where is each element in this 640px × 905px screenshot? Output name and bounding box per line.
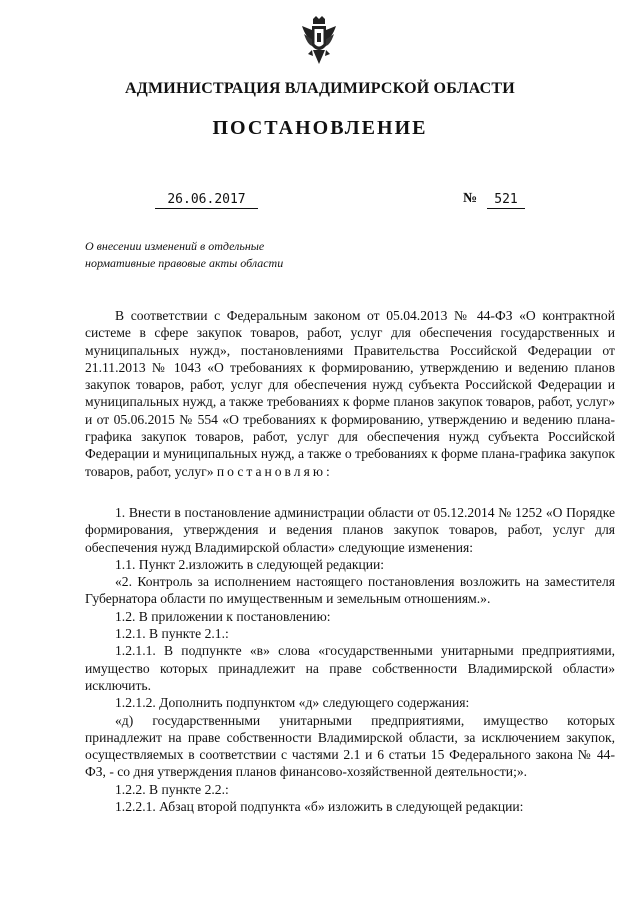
item-paragraph: 1.2.1.1. В подпункте «в» слова «государственными унитарными предприятиями, имущество которых принадлежит на праве собственности Владимирской области» исключить. <box>85 643 615 693</box>
decree-word: постановляю: <box>216 463 333 479</box>
item-paragraph: 1.1. Пункт 2.изложить в следующей редакции: <box>115 556 385 572</box>
item-paragraph: «д) государственными унитарными предприятиями, имущество которых принадлежит на праве собственности Владимирской области, за исключением закупок, осуществляемых в соответствии с частями 2.1 и 6 статьи 15 Федерального закона № 44-ФЗ, - со дня утверждения планов финансово-хозяйственной деятельности;». <box>85 712 615 780</box>
coat-of-arms-icon <box>300 16 338 68</box>
document-type-title: ПОСТАНОВЛЕНИЕ <box>212 117 428 139</box>
subject-line: О внесении изменений в отдельные <box>85 239 265 253</box>
subject-line: нормативные правовые акты области <box>85 256 284 270</box>
preamble-text: В соответствии с Федеральным законом от 05.04.2013 № 44-ФЗ «О контрактной системе в сфере закупок товаров, работ, услуг для обеспечения государственных и муниципальных нужд», постановлениями Правительства Российской Федерации от 21.11.2013 № 1043 «О требованиях к формированию, утверждению и ведению планов закупок товаров, работ, услуг для обеспечения нужд субъекта Российской Федерации и муниципальных нужд, а также требованиях к форме планов закупок товаров, работ, услуг» и от 05.06.2015 № 554 «О требованиях к формированию, утверждению и ведению плана-графика закупок товаров, работ, услуг для обеспечения нужд субъекта Российской Федерации и муниципальных нужд, а также о требованиях к форме плана-графика закупок товаров, работ, услуг» <box>85 308 615 479</box>
item-paragraph: 1.2. В приложении к постановлению: <box>115 608 331 624</box>
preamble-paragraph <box>85 307 615 480</box>
item-paragraph: «2. Контроль за исполнением настоящего постановления возложить на заместителя Губернатора области по имущественным и земельным отношениям.». <box>85 574 615 607</box>
number-label: № <box>463 191 478 206</box>
item-paragraph: 1. Внести в постановление администрации области от 05.12.2014 № 1252 «О Порядке формирования, утверждения и ведения планов закупок товаров, работ, услуг для обеспечения нужд Владимирской области» следующие изменения: <box>85 504 615 555</box>
organization-title: АДМИНИСТРАЦИЯ ВЛАДИМИРСКОЙ ОБЛАСТИ <box>125 80 515 97</box>
document-number: 521 <box>487 192 525 209</box>
item-paragraph: 1.2.2. В пункте 2.2.: <box>115 781 229 797</box>
item-paragraph: 1.2.1.2. Дополнить подпунктом «д» следующего содержания: <box>115 695 470 711</box>
item-paragraph: 1.2.2.1. Абзац второй подпункта «б» изложить в следующей редакции: <box>115 799 524 815</box>
paragraph-gap <box>85 480 615 504</box>
document-subject <box>85 238 345 272</box>
item-paragraph: 1.2.1. В пункте 2.1.: <box>115 626 229 642</box>
document-date: 26.06.2017 <box>155 192 258 209</box>
document-body <box>85 307 615 815</box>
